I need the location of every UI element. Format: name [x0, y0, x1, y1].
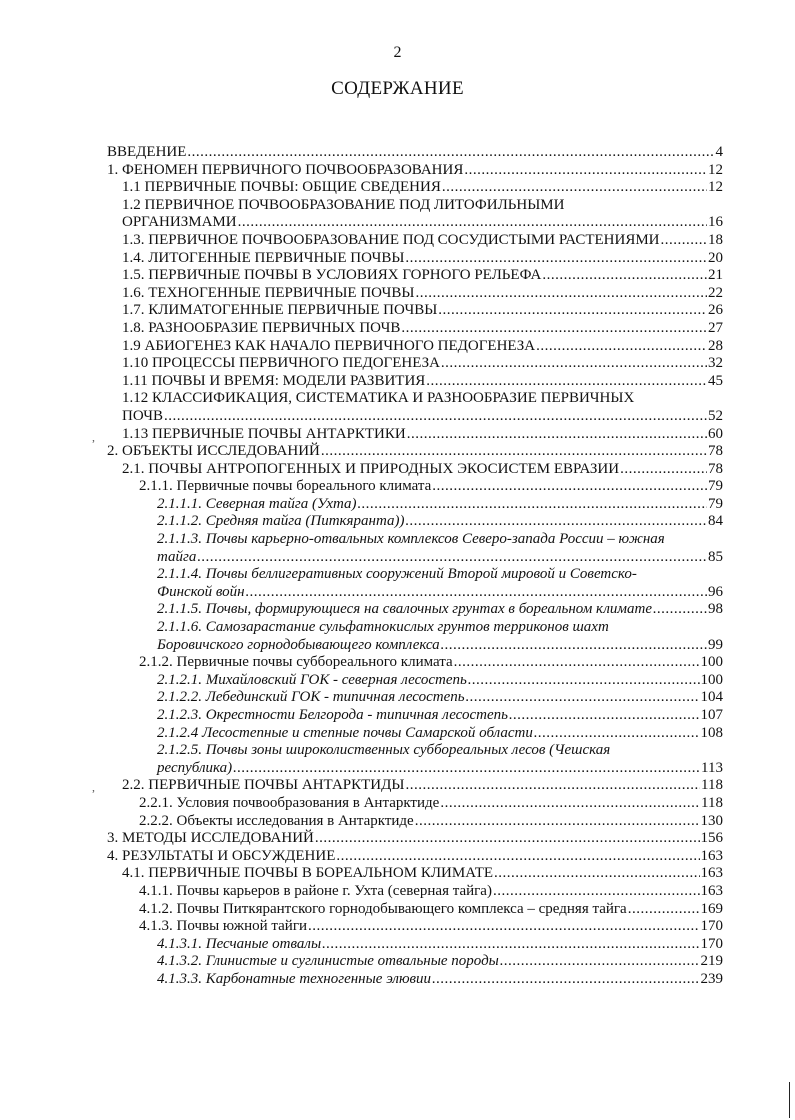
- toc-page-number: 107: [700, 707, 723, 723]
- toc-entry-line: [157, 707, 723, 725]
- toc-page-number: 20: [708, 249, 723, 266]
- dot-leader: [536, 338, 707, 356]
- toc-entry-text: 2.1.1.4. Почвы беллигеративных сооружений Второй мировой и Советско-: [157, 566, 637, 583]
- toc-entry-text: 1.9 АБИОГЕНЕЗ КАК НАЧАЛО ПЕРВИЧНОГО ПЕДОГЕНЕЗА: [122, 337, 536, 354]
- toc-page-number: 12: [708, 179, 723, 196]
- toc-page-number: 104: [700, 689, 723, 706]
- scan-mark: ,: [92, 780, 95, 794]
- dot-leader: [187, 144, 714, 162]
- toc-entry-line: [122, 232, 723, 250]
- toc-entry-text: 2.1.2.3. Окрестности Белгорода - типичная лесостепь: [157, 707, 508, 723]
- toc-entry-text: 2.1.2.5. Почвы зоны широколиственных суббореальных лесов (Чешская: [157, 742, 611, 759]
- toc-entry-text: ВВЕДЕНИЕ: [107, 144, 187, 160]
- toc-entry-line: [157, 584, 723, 602]
- toc-page-number: 100: [700, 671, 723, 688]
- toc-entry[interactable]: [107, 232, 723, 250]
- scan-edge-mark: [789, 1082, 790, 1118]
- toc-page-number: 84: [708, 513, 723, 530]
- dot-leader: [401, 320, 707, 338]
- toc-entry[interactable]: [107, 848, 723, 866]
- toc-entry-text: 1.4. ЛИТОГЕННЫЕ ПЕРВИЧНЫЕ ПОЧВЫ: [122, 249, 405, 266]
- toc-entry[interactable]: [107, 373, 723, 391]
- dot-leader: [336, 848, 699, 866]
- toc-entry-line: [122, 355, 723, 373]
- toc-page-number: 45: [708, 372, 723, 389]
- toc-entry-line: [157, 513, 723, 531]
- toc-entry[interactable]: [107, 443, 723, 461]
- toc-entry-text: 1.12 КЛАССИФИКАЦИЯ, СИСТЕМАТИКА И РАЗНООБРАЗИЕ ПЕРВИЧНЫХ: [122, 390, 635, 407]
- dot-leader: [441, 637, 707, 655]
- dot-leader: [315, 830, 700, 848]
- toc-entry-text: 4.1.3. Почвы южной тайги: [139, 918, 308, 935]
- toc-page-number: 21: [708, 267, 723, 284]
- dot-leader: [509, 707, 700, 725]
- toc-entry[interactable]: [107, 601, 723, 619]
- toc-entry-line: [107, 162, 723, 180]
- toc-entry-text: 1.8. РАЗНООБРАЗИЕ ПЕРВИЧНЫХ ПОЧВ: [122, 319, 401, 336]
- toc-entry[interactable]: [107, 936, 723, 954]
- toc-entry-text: 4.1. ПЕРВИЧНЫЕ ПОЧВЫ В БОРЕАЛЬНОМ КЛИМАТЕ: [122, 865, 494, 882]
- toc-entry-line: [122, 408, 723, 426]
- toc-entry-line: [139, 795, 723, 813]
- toc-entry-line: [139, 918, 723, 936]
- dot-leader: [321, 443, 707, 461]
- toc-entry-line: [139, 654, 723, 672]
- toc-entry[interactable]: [107, 162, 723, 180]
- toc-entry-line: [107, 443, 723, 461]
- dot-leader: [405, 513, 707, 531]
- toc-entry[interactable]: [107, 338, 723, 356]
- toc-entry[interactable]: [107, 478, 723, 496]
- toc-entry-text: 1.5. ПЕРВИЧНЫЕ ПОЧВЫ В УСЛОВИЯХ ГОРНОГО РЕЛЬЕФА: [122, 267, 542, 284]
- toc-entry-line: [157, 672, 723, 690]
- toc-entry-text: 4.1.1. Почвы карьеров в районе г. Ухта (северная тайга): [139, 882, 492, 899]
- toc-entry-text: 2.1.2.1. Михайловский ГОК - северная лесостепь: [157, 671, 467, 688]
- dot-leader: [534, 725, 700, 743]
- toc-entry-text: 1.1 ПЕРВИЧНЫЕ ПОЧВЫ: ОБЩИЕ СВЕДЕНИЯ: [122, 179, 441, 196]
- toc-page-number: 18: [708, 231, 723, 248]
- toc-entry[interactable]: [107, 672, 723, 690]
- toc-entry[interactable]: [107, 918, 723, 936]
- toc-entry-text: 2.1.2.4 Лесостепные и степные почвы Самарской области: [157, 724, 533, 741]
- toc-entry-text: ПОЧВ: [122, 407, 164, 424]
- toc-page-number: 79: [708, 495, 723, 512]
- toc-page-number: 130: [700, 812, 723, 829]
- toc-page-number: 16: [708, 214, 723, 231]
- toc-page-number: 239: [700, 970, 723, 987]
- dot-leader: [415, 813, 700, 831]
- toc-entry[interactable]: [107, 144, 723, 162]
- toc-entry-line: [122, 777, 723, 795]
- toc-entry-text: 1.10 ПРОЦЕССЫ ПЕРВИЧНОГО ПЕДОГЕНЕЗА: [122, 355, 440, 372]
- toc-entry[interactable]: [107, 197, 723, 232]
- toc-entry-text: 3. МЕТОДЫ ИССЛЕДОВАНИЙ: [107, 830, 314, 847]
- dot-leader: [415, 285, 707, 303]
- dot-leader: [441, 355, 707, 373]
- toc-page-number: 163: [700, 847, 723, 864]
- toc-entry-text: ОРГАНИЗМАМИ: [122, 214, 237, 231]
- toc-entry[interactable]: [107, 742, 723, 777]
- toc-entry-line: [157, 936, 723, 954]
- toc-entry[interactable]: [107, 390, 723, 425]
- toc-entry[interactable]: [107, 777, 723, 795]
- toc-entry[interactable]: [107, 513, 723, 531]
- dot-leader: [442, 179, 707, 197]
- toc-entry-line: [157, 689, 723, 707]
- toc-page-number: 12: [708, 161, 723, 178]
- toc-page-number: 163: [700, 865, 723, 882]
- toc-page-number: 4: [715, 144, 723, 160]
- toc-entry-text: 2.1.1.5. Почвы, формирующиеся на свалочных грунтах в бореальном климате: [157, 601, 652, 618]
- dot-leader: [164, 408, 707, 426]
- toc-page-number: 163: [700, 882, 723, 899]
- toc-entry-text: 1.7. КЛИМАТОГЕННЫЕ ПЕРВИЧНЫЕ ПОЧВЫ: [122, 302, 438, 319]
- toc-page-number: 78: [708, 460, 723, 477]
- toc-page-number: 78: [708, 443, 723, 460]
- toc-entry-line: [157, 971, 723, 989]
- toc-entry[interactable]: [107, 654, 723, 672]
- toc-page-number: 170: [700, 918, 723, 935]
- dot-leader: [197, 549, 707, 567]
- dot-leader: [440, 795, 700, 813]
- dot-leader: [454, 654, 700, 672]
- toc-entry-line: [122, 267, 723, 285]
- toc-entry-text: 2.1.2. Первичные почвы суббореального климата: [139, 654, 453, 671]
- dot-leader: [438, 302, 707, 320]
- toc-entry-text: 2.2. ПЕРВИЧНЫЕ ПОЧВЫ АНТАРКТИДЫ: [122, 777, 405, 794]
- toc-page-number: 100: [700, 654, 723, 671]
- toc-page-number: 27: [708, 319, 723, 336]
- toc-entry-line: [139, 478, 723, 496]
- toc-page-number: 113: [701, 759, 723, 776]
- toc-entry-text: 1.11 ПОЧВЫ И ВРЕМЯ: МОДЕЛИ РАЗВИТИЯ: [122, 372, 426, 389]
- toc-entry[interactable]: [107, 813, 723, 831]
- toc-entry[interactable]: [107, 865, 723, 883]
- dot-leader: [246, 584, 707, 602]
- dot-leader: [426, 373, 707, 391]
- toc-entry-text: 1.13 ПЕРВИЧНЫЕ ПОЧВЫ АНТАРКТИКИ: [122, 425, 406, 442]
- toc-entry-line: [122, 865, 723, 883]
- toc-entry[interactable]: [107, 689, 723, 707]
- toc-entry-line: [122, 179, 723, 197]
- dot-leader: [233, 760, 700, 778]
- toc-entry-text: 4.1.3.1. Песчаные отвалы: [157, 935, 322, 952]
- dot-leader: [468, 672, 700, 690]
- toc-entry-line: [122, 338, 723, 356]
- toc-entry-line: [157, 953, 723, 971]
- toc-page-number: 99: [708, 636, 723, 653]
- toc-page-number: 118: [701, 777, 723, 794]
- toc-entry-text: 2.1.1.3. Почвы карьерно-отвальных комплексов Северо-запада России – южная: [157, 531, 665, 548]
- page-title: СОДЕРЖАНИЕ: [331, 78, 464, 99]
- toc-entry[interactable]: [107, 179, 723, 197]
- dot-leader: [628, 901, 700, 919]
- toc-entry-text: 2. ОБЪЕКТЫ ИССЛЕДОВАНИЙ: [107, 443, 320, 460]
- dot-leader: [358, 496, 707, 514]
- dot-leader: [308, 918, 699, 936]
- toc-page-number: 170: [700, 935, 723, 952]
- toc-entry-line: [139, 901, 723, 919]
- dot-leader: [620, 461, 707, 479]
- toc-entry[interactable]: [107, 566, 723, 601]
- toc-entry-line: [139, 813, 723, 831]
- toc-entry-line: [107, 830, 723, 848]
- toc-entry[interactable]: [107, 531, 723, 566]
- toc-page-number: 169: [700, 900, 723, 917]
- page-number: 2: [393, 44, 402, 61]
- toc-page-number: 118: [701, 794, 723, 811]
- toc-entry-text: 4.1.2. Почвы Питкярантского горнодобывающего комплекса – средняя тайга: [139, 900, 627, 917]
- toc-entry-text: 2.1.1.2. Средняя тайга (Питкяранта)): [157, 513, 405, 530]
- dot-leader: [405, 250, 707, 268]
- dot-leader: [542, 267, 707, 285]
- toc-page-number: 98: [708, 601, 723, 618]
- toc-entry-line: [157, 725, 723, 743]
- toc-entry-text: 2.1.1. Первичные почвы бореального климата: [139, 478, 432, 495]
- toc-page-number: 108: [700, 724, 723, 741]
- toc-entry-text: 1.3. ПЕРВИЧНОЕ ПОЧВООБРАЗОВАНИЕ ПОД СОСУДИСТЫМИ РАСТЕНИЯМИ: [122, 231, 660, 248]
- toc-entry-text: Финской войн: [157, 583, 245, 600]
- toc-page-number: 28: [708, 337, 723, 354]
- dot-leader: [432, 971, 699, 989]
- toc-entry[interactable]: [107, 901, 723, 919]
- dot-leader: [464, 162, 707, 180]
- dot-leader: [407, 426, 707, 444]
- dot-leader: [494, 865, 699, 883]
- toc-entry-text: 2.1.1.1. Северная тайга (Ухта): [157, 495, 357, 512]
- toc-entry-text: республика): [157, 759, 233, 776]
- toc-entry-text: 4.1.3.2. Глинистые и суглинистые отвальные породы: [157, 953, 499, 970]
- toc-page-number: 32: [708, 355, 723, 372]
- toc-entry-line: [157, 549, 723, 567]
- toc-entry-line: [107, 144, 723, 162]
- toc-entry-text: 2.1. ПОЧВЫ АНТРОПОГЕННЫХ И ПРИРОДНЫХ ЭКОСИСТЕМ ЕВРАЗИИ: [122, 460, 620, 477]
- toc-entry-line: [122, 214, 723, 232]
- toc-entry-line: [122, 373, 723, 391]
- toc-entry[interactable]: [107, 971, 723, 989]
- toc-page-number: 52: [708, 407, 723, 424]
- toc-entry[interactable]: [107, 725, 723, 743]
- toc-entry-text: 2.1.1.6. Самозарастание сульфатнокислых грунтов терриконов шахт: [157, 619, 609, 636]
- toc-page-number: 85: [708, 548, 723, 565]
- toc-entry[interactable]: [107, 830, 723, 848]
- toc-entry-line: [122, 250, 723, 268]
- toc-entry[interactable]: [107, 320, 723, 338]
- toc-entry-text: 1.6. ТЕХНОГЕННЫЕ ПЕРВИЧНЫЕ ПОЧВЫ: [122, 284, 415, 301]
- toc-entry-text: 4. РЕЗУЛЬТАТЫ И ОБСУЖДЕНИЕ: [107, 847, 336, 864]
- toc-entry[interactable]: [107, 302, 723, 320]
- toc-entry-line: [157, 760, 723, 778]
- toc-entry-line: [139, 883, 723, 901]
- toc-entry[interactable]: [107, 267, 723, 285]
- toc-page-number: 219: [700, 953, 723, 970]
- toc-entry[interactable]: [107, 461, 723, 479]
- toc-entry[interactable]: [107, 426, 723, 444]
- toc-page-number: 156: [700, 830, 723, 847]
- toc-entry-text: 2.1.2.2. Лебединский ГОК - типичная лесостепь: [157, 689, 465, 706]
- dot-leader: [432, 478, 707, 496]
- toc-entry-line: [122, 426, 723, 444]
- table-of-contents: [107, 144, 723, 989]
- toc-entry-line: [157, 601, 723, 619]
- toc-entry[interactable]: [107, 795, 723, 813]
- toc-entry-line: [107, 848, 723, 866]
- dot-leader: [466, 689, 700, 707]
- toc-entry[interactable]: [107, 355, 723, 373]
- toc-entry-text: 1.2 ПЕРВИЧНОЕ ПОЧВООБРАЗОВАНИЕ ПОД ЛИТОФИЛЬНЫМИ: [122, 196, 565, 213]
- dot-leader: [238, 214, 707, 232]
- toc-entry-line: [122, 461, 723, 479]
- toc-entry[interactable]: [107, 285, 723, 303]
- toc-entry[interactable]: [107, 619, 723, 654]
- toc-entry-line: [157, 496, 723, 514]
- toc-page-number: 60: [708, 425, 723, 442]
- dot-leader: [500, 953, 700, 971]
- toc-entry-line: [122, 302, 723, 320]
- toc-entry-line: [122, 320, 723, 338]
- toc-entry[interactable]: [107, 883, 723, 901]
- toc-entry[interactable]: [107, 496, 723, 514]
- toc-entry-text: Боровичского горнодобывающего комплекса: [157, 636, 440, 653]
- toc-entry-text: 2.2.2. Объекты исследования в Антарктиде: [139, 812, 414, 829]
- dot-leader: [661, 232, 707, 250]
- toc-page-number: 96: [708, 583, 723, 600]
- toc-entry-text: 4.1.3.3. Карбонатные техногенные элювии: [157, 970, 432, 987]
- scan-mark: ,: [92, 430, 95, 444]
- toc-page-number: 79: [708, 478, 723, 495]
- dot-leader: [493, 883, 700, 901]
- toc-entry[interactable]: [107, 250, 723, 268]
- dot-leader: [405, 777, 700, 795]
- toc-entry-text: тайга: [157, 548, 197, 565]
- toc-entry-line: [122, 285, 723, 303]
- dot-leader: [322, 936, 699, 954]
- toc-entry-line: [157, 637, 723, 655]
- toc-entry-text: 2.2.1. Условия почвообразования в Антарктиде: [139, 794, 440, 811]
- toc-page-number: 22: [708, 284, 723, 301]
- toc-page-number: 26: [708, 302, 723, 319]
- toc-entry-text: 1. ФЕНОМЕН ПЕРВИЧНОГО ПОЧВООБРАЗОВАНИЯ: [107, 161, 464, 178]
- toc-entry[interactable]: [107, 953, 723, 971]
- dot-leader: [653, 601, 707, 619]
- toc-entry[interactable]: [107, 707, 723, 725]
